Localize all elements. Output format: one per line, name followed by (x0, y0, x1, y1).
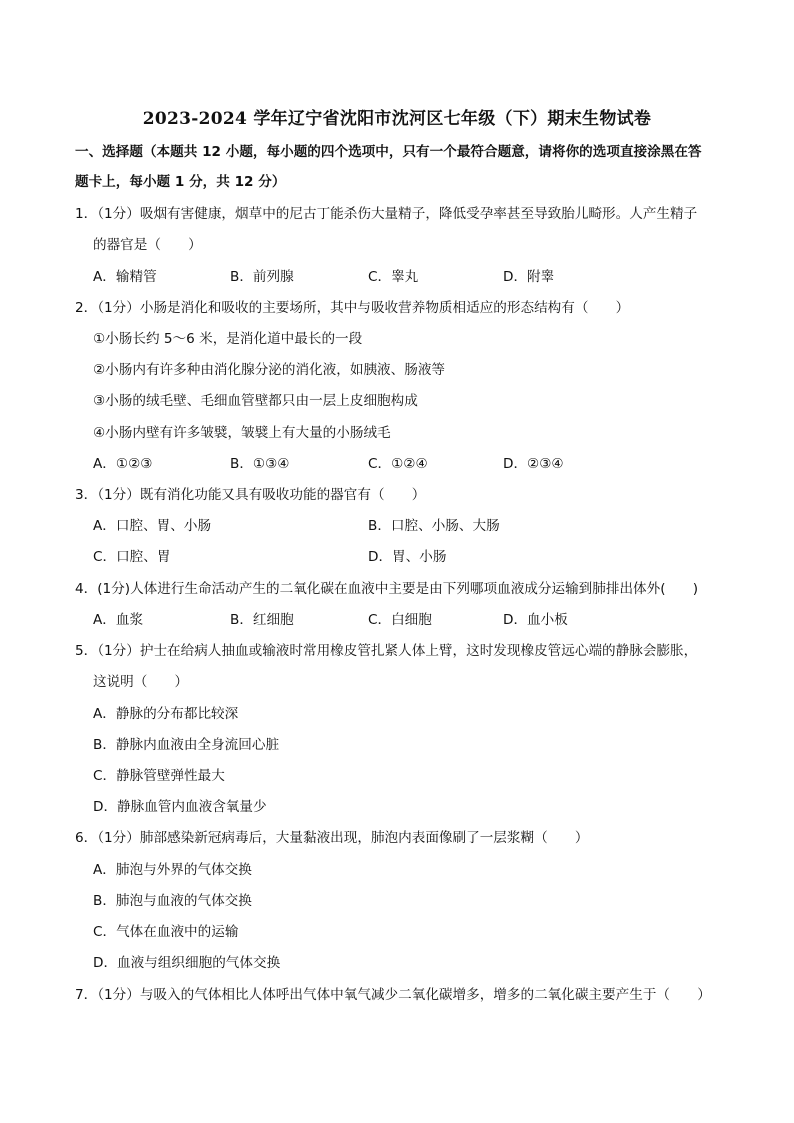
question-1-option-b: B．前列腺 (230, 269, 294, 285)
question-4-option-b: B．红细胞 (230, 612, 294, 628)
question-3-option-a: A．口腔、胃、小肠 (93, 518, 212, 534)
question-5-stem: 5．（1分）护士在给病人抽血或输液时常用橡皮管扎紧人体上臂，这时发现橡皮管远心端的静脉会膨胀， (75, 643, 698, 659)
section-heading-line-2: 题卡上，每小题 1 分，共 12 分） (75, 174, 286, 190)
question-4-option-a: A．血浆 (93, 612, 144, 628)
question-1-option-c: C．睾丸 (368, 269, 419, 285)
question-2-item-3: ③小肠的绒毛壁、毛细血管壁都只由一层上皮细胞构成 (93, 393, 418, 409)
question-1-option-a: A．输精管 (93, 269, 157, 285)
question-2-item-4: ④小肠内壁有许多皱襞，皱襞上有大量的小肠绒毛 (93, 425, 391, 441)
question-2-option-c: C．①②④ (368, 456, 428, 472)
question-1-option-d: D．附睾 (503, 269, 555, 285)
question-3-option-d: D．胃、小肠 (368, 549, 447, 565)
question-6-option-c: C．气体在血液中的运输 (93, 924, 239, 940)
question-2-option-d: D．②③④ (503, 456, 564, 472)
question-1-stem: 1．（1分）吸烟有害健康，烟草中的尼古丁能杀伤大量精子，降低受孕率甚至导致胎儿畸形。人产生精子 (75, 206, 698, 222)
question-2-stem: 2．（1分）小肠是消化和吸收的主要场所，其中与吸收营养物质相适应的形态结构有（ ） (75, 300, 630, 316)
question-4-stem: 4．(1分)人体进行生命活动产生的二氧化碳在血液中主要是由下列哪项血液成分运输到肺排出体外( ) (75, 581, 699, 597)
question-4-option-d: D．血小板 (503, 612, 568, 628)
question-2-option-a: A．①②③ (93, 456, 153, 472)
question-5-stem-cont: 这说明（ ） (93, 674, 189, 690)
section-heading-line-1: 一、选择题（本题共 12 小题，每小题的四个选项中，只有一个最符合题意，请将你的选项直接涂黑在答 (75, 144, 702, 160)
question-7-stem: 7．（1分）与吸入的气体相比人体呼出气体中氧气减少二氧化碳增多，增多的二氧化碳主要产生于（ ） (75, 987, 711, 1003)
question-4-option-c: C．白细胞 (368, 612, 432, 628)
question-5-option-c: C．静脉管壁弹性最大 (93, 768, 225, 784)
question-3-option-c: C．口腔、胃 (93, 549, 171, 565)
question-2-option-b: B．①③④ (230, 456, 290, 472)
question-2-item-1: ①小肠长约 5～6 米，是消化道中最长的一段 (93, 331, 363, 347)
question-2-item-2: ②小肠内有许多种由消化腺分泌的消化液，如胰液、肠液等 (93, 362, 446, 378)
question-3-stem: 3．（1分）既有消化功能又具有吸收功能的器官有（ ） (75, 487, 426, 503)
question-6-stem: 6．（1分）肺部感染新冠病毒后，大量黏液出现，肺泡内表面像刷了一层浆糊（ ） (75, 830, 589, 846)
question-6-option-d: D．血液与组织细胞的气体交换 (93, 955, 281, 971)
question-6-option-a: A．肺泡与外界的气体交换 (93, 862, 252, 878)
question-6-option-b: B．肺泡与血液的气体交换 (93, 893, 252, 909)
page-title: 2023-2024 学年辽宁省沈阳市沈河区七年级（下）期末生物试卷 (142, 109, 652, 129)
question-5-option-a: A．静脉的分布都比较深 (93, 706, 239, 722)
question-5-option-d: D．静脉血管内血液含氧量少 (93, 799, 267, 815)
question-1-stem-cont: 的器官是（ ） (93, 237, 202, 253)
question-3-option-b: B．口腔、小肠、大肠 (368, 518, 500, 534)
question-5-option-b: B．静脉内血液由全身流回心脏 (93, 737, 280, 753)
